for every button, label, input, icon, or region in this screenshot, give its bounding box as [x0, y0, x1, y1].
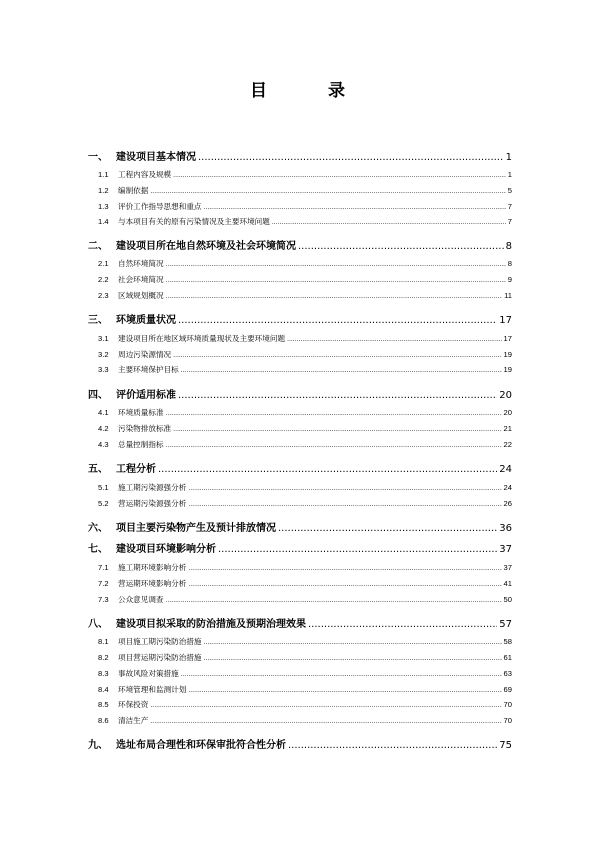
toc-entry[interactable] — [88, 519, 512, 534]
toc-label: 周边污染源情况 — [118, 350, 172, 359]
toc-page-number: 20 — [503, 408, 512, 417]
toc-leader-dots — [181, 367, 502, 374]
toc-entry[interactable] — [88, 460, 512, 475]
toc-label: 施工期污染源强分析 — [118, 483, 187, 492]
toc-label: 区域规划概况 — [118, 291, 164, 300]
toc-label: 工程分析 — [116, 464, 156, 475]
toc-label: 与本项目有关的原有污染情况及主要环境问题 — [118, 217, 270, 226]
toc-subentry[interactable] — [98, 652, 512, 663]
toc-page-number: 11 — [504, 291, 512, 300]
toc-subentry[interactable] — [98, 668, 512, 679]
toc-leader-dots — [272, 219, 506, 226]
toc-leader-dots — [198, 152, 504, 163]
toc-label: 环境质量标准 — [118, 408, 164, 417]
toc-label: 建设项目拟采取的防治措施及预期治理效果 — [116, 619, 306, 630]
toc-number: 2.2 — [98, 275, 109, 284]
toc-subentry[interactable] — [98, 699, 512, 710]
toc-page-number: 17 — [499, 315, 512, 326]
toc-label: 事故风险对策措施 — [118, 669, 179, 678]
toc-page-number: 7 — [507, 217, 512, 226]
toc-page-number: 7 — [507, 202, 512, 211]
toc-page-number: 19 — [503, 365, 512, 374]
toc-page-number: 9 — [507, 275, 512, 284]
toc-leader-dots — [188, 687, 501, 694]
toc-page-number: 19 — [503, 350, 512, 359]
toc-number: 2.1 — [98, 259, 109, 268]
toc-page-number: 69 — [503, 685, 512, 694]
toc-label: 项目主要污染物产生及预计排放情况 — [116, 523, 276, 534]
toc-page-number: 8 — [505, 241, 512, 252]
toc-number: 一、 — [88, 152, 108, 163]
toc-label: 营运期环境影响分析 — [118, 579, 187, 588]
toc-page-number: 36 — [499, 523, 512, 534]
toc-number: 7.1 — [98, 563, 109, 572]
toc-number: 7.3 — [98, 595, 109, 604]
toc-number: 二、 — [88, 241, 108, 252]
toc-subentry[interactable] — [98, 169, 512, 180]
toc-subentry[interactable] — [98, 594, 512, 605]
toc-number: 3.1 — [98, 334, 109, 343]
toc-number: 8.2 — [98, 653, 109, 662]
toc-label: 环境质量状况 — [116, 315, 176, 326]
toc-label: 选址布局合理性和环保审批符合性分析 — [116, 740, 286, 751]
toc-leader-dots — [204, 639, 502, 646]
toc-number: 1.3 — [98, 202, 109, 211]
toc-number: 8.4 — [98, 685, 109, 694]
toc-subentry[interactable] — [98, 407, 512, 418]
toc-leader-dots — [173, 426, 501, 433]
toc-leader-dots — [188, 501, 501, 508]
toc-page-number: 5 — [507, 186, 512, 195]
toc-subentry[interactable] — [98, 201, 512, 212]
toc-page-number: 24 — [499, 464, 512, 475]
toc-page-number: 41 — [503, 579, 512, 588]
toc-leader-dots — [166, 293, 503, 300]
toc-subentry[interactable] — [98, 185, 512, 196]
toc-label: 主要环境保护目标 — [118, 365, 179, 374]
toc-page-number: 63 — [503, 669, 512, 678]
toc-number: 8.5 — [98, 700, 109, 709]
toc-subentry[interactable] — [98, 636, 512, 647]
toc-page-number: 58 — [503, 637, 512, 646]
toc-leader-dots — [188, 485, 501, 492]
toc-number: 5.2 — [98, 499, 109, 508]
toc-label: 环境管理和监测计划 — [118, 685, 187, 694]
toc-leader-dots — [166, 277, 506, 284]
toc-label: 环保投资 — [118, 700, 149, 709]
toc-label: 社会环境简况 — [118, 275, 164, 284]
toc-page-number: 24 — [503, 483, 512, 492]
toc-leader-dots — [178, 390, 497, 401]
toc-number: 四、 — [88, 390, 108, 401]
toc-number: 4.3 — [98, 440, 109, 449]
toc-leader-dots — [204, 204, 506, 211]
toc-label: 项目营运期污染防治措施 — [118, 653, 202, 662]
toc-page-number: 1 — [507, 170, 512, 179]
toc-number: 4.2 — [98, 424, 109, 433]
toc-leader-dots — [173, 352, 501, 359]
toc-label: 施工期环境影响分析 — [118, 563, 187, 572]
page-title: 目 录 — [250, 81, 367, 101]
toc-label: 总量控制指标 — [118, 440, 164, 449]
toc-page-number: 20 — [499, 390, 512, 401]
toc-subentry[interactable] — [98, 562, 512, 573]
toc-label: 评价工作指导思想和重点 — [118, 202, 202, 211]
toc-subentry[interactable] — [98, 290, 512, 301]
toc-subentry[interactable] — [98, 578, 512, 589]
toc-number: 1.1 — [98, 170, 109, 179]
toc-label: 建设项目所在地区域环境质量现状及主要环境问题 — [118, 334, 286, 343]
toc-subentry[interactable] — [98, 423, 512, 434]
toc-page-number: 50 — [503, 595, 512, 604]
toc-subentry[interactable] — [98, 684, 512, 695]
toc-leader-dots — [166, 597, 502, 604]
toc-page-number: 26 — [503, 499, 512, 508]
toc-entry[interactable] — [88, 148, 512, 163]
toc-number: 8.1 — [98, 637, 109, 646]
toc-number: 1.4 — [98, 217, 109, 226]
toc-leader-dots — [298, 241, 504, 252]
toc-subentry[interactable] — [98, 216, 512, 227]
toc-label: 评价适用标准 — [116, 390, 176, 401]
toc-page-number: 61 — [503, 653, 512, 662]
toc-leader-dots — [173, 172, 506, 179]
toc-page-number: 8 — [507, 259, 512, 268]
toc-subentry[interactable] — [98, 482, 512, 493]
toc-leader-dots — [150, 188, 505, 195]
toc-leader-dots — [181, 671, 502, 678]
toc-label: 项目施工期污染防治措施 — [118, 637, 202, 646]
toc-leader-dots — [178, 315, 497, 326]
toc-page-number: 22 — [503, 440, 512, 449]
toc-page-number: 57 — [499, 619, 512, 630]
toc-number: 4.1 — [98, 408, 109, 417]
toc-number: 3.3 — [98, 365, 109, 374]
toc-entry[interactable] — [88, 386, 512, 401]
toc-label: 自然环境简况 — [118, 259, 164, 268]
toc-subentry[interactable] — [98, 364, 512, 375]
toc-entry[interactable] — [88, 237, 512, 252]
toc-subentry[interactable] — [98, 333, 512, 344]
toc-leader-dots — [166, 261, 506, 268]
toc-page-number: 75 — [499, 740, 512, 751]
toc-number: 九、 — [88, 740, 108, 751]
toc-number: 五、 — [88, 464, 108, 475]
toc-leader-dots — [188, 581, 501, 588]
toc-label: 工程内容及规模 — [118, 170, 172, 179]
toc-leader-dots — [166, 410, 502, 417]
toc-label: 建设项目所在地自然环境及社会环境简况 — [116, 241, 296, 252]
toc-number: 八、 — [88, 619, 108, 630]
toc-label: 公众意见调查 — [118, 595, 164, 604]
toc-subentry[interactable] — [98, 258, 512, 269]
toc-leader-dots — [278, 523, 497, 534]
toc-number: 七、 — [88, 544, 108, 555]
toc-page-number: 21 — [503, 424, 512, 433]
toc-leader-dots — [204, 655, 502, 662]
toc-subentry[interactable] — [98, 349, 512, 360]
toc-entry[interactable] — [88, 311, 512, 326]
toc-leader-dots — [166, 442, 502, 449]
toc-number: 1.2 — [98, 186, 109, 195]
toc-page-number: 70 — [503, 700, 512, 709]
toc-subentry[interactable] — [98, 439, 512, 450]
toc-label: 建设项目基本情况 — [116, 152, 196, 163]
toc-leader-dots — [308, 619, 497, 630]
toc-number: 8.6 — [98, 716, 109, 725]
toc-entry[interactable] — [88, 615, 512, 630]
toc-label: 营运期污染源强分析 — [118, 499, 187, 508]
toc-page-number: 37 — [499, 544, 512, 555]
toc-number: 7.2 — [98, 579, 109, 588]
toc-leader-dots — [288, 740, 497, 751]
toc-subentry[interactable] — [98, 715, 512, 726]
toc-number: 2.3 — [98, 291, 109, 300]
toc-leader-dots — [287, 336, 501, 343]
toc-leader-dots — [218, 544, 497, 555]
toc-label: 编制依据 — [118, 186, 149, 195]
toc-page-number: 17 — [503, 334, 512, 343]
toc-label: 清洁生产 — [118, 716, 149, 725]
toc-entry[interactable] — [88, 540, 512, 555]
toc-page-number: 70 — [503, 716, 512, 725]
toc-subentry[interactable] — [98, 498, 512, 509]
toc-page-number: 37 — [503, 563, 512, 572]
toc-entry[interactable] — [88, 736, 512, 751]
toc-subentry[interactable] — [98, 274, 512, 285]
toc-label: 污染物排放标准 — [118, 424, 172, 433]
toc-leader-dots — [188, 565, 501, 572]
toc-number: 3.2 — [98, 350, 109, 359]
toc-number: 5.1 — [98, 483, 109, 492]
toc-leader-dots — [150, 718, 501, 725]
toc-leader-dots — [150, 702, 501, 709]
toc-number: 8.3 — [98, 669, 109, 678]
toc-label: 建设项目环境影响分析 — [116, 544, 216, 555]
toc-leader-dots — [158, 464, 497, 475]
toc-number: 三、 — [88, 315, 108, 326]
toc-number: 六、 — [88, 523, 108, 534]
toc-page-number: 1 — [505, 152, 512, 163]
